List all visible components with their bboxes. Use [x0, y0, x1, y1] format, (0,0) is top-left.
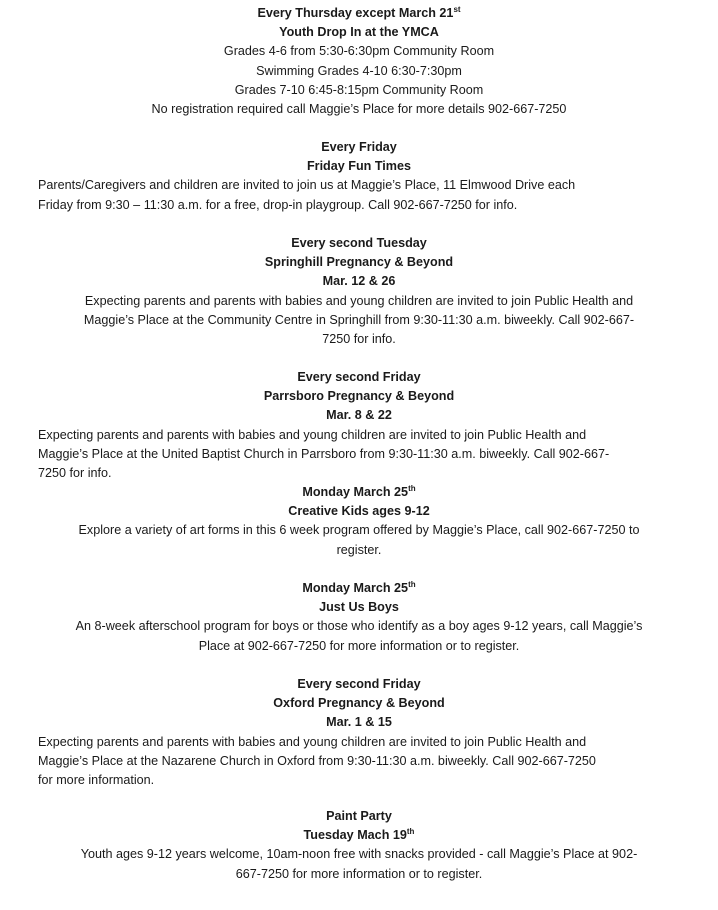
- event-heading: Every second Tuesday: [291, 236, 427, 250]
- event-detail-line: Place at 902-667-7250 for more information or to register.: [198, 638, 520, 653]
- event-detail-line: 7250 for info.: [38, 466, 112, 481]
- event-title: Friday Fun Times: [306, 159, 412, 174]
- event-dates: Mar. 12 & 26: [322, 274, 396, 289]
- event-springhill-pregnancy: [14, 234, 704, 349]
- event-detail-line: Youth ages 9-12 years welcome, 10am-noon free with snacks provided - call Maggie’s Place at 902-: [80, 847, 638, 862]
- event-heading: Every second Friday: [297, 677, 421, 691]
- event-heading: Monday March 25th: [302, 484, 416, 499]
- event-oxford-pregnancy: [14, 675, 704, 790]
- event-detail-line: Expecting parents and parents with babies and young children are invited to join Public Health and: [84, 293, 634, 308]
- event-just-us-boys: [14, 579, 704, 656]
- event-title: Tuesday Mach 19th: [303, 827, 415, 843]
- event-detail-line: Expecting parents and parents with babies and young children are invited to join Public Health and: [38, 734, 587, 749]
- event-paint-party: [14, 807, 704, 884]
- event-heading: Paint Party: [326, 809, 392, 823]
- event-detail-line: Maggie’s Place at the Community Centre in Springhill from 9:30-11:30 a.m. biweekly. Call 902-667-: [83, 312, 635, 327]
- event-parrsboro-pregnancy: [14, 368, 704, 483]
- event-detail-line: Grades 4-6 from 5:30-6:30pm Community Room: [223, 44, 495, 59]
- event-dates: Mar. 8 & 22: [326, 408, 392, 423]
- event-detail-line: 7250 for info.: [322, 332, 396, 347]
- event-detail-line: An 8-week afterschool program for boys or those who identify as a boy ages 9-12 years, call Maggie’s: [75, 619, 643, 634]
- event-title: Creative Kids ages 9-12: [288, 504, 430, 519]
- event-title: Youth Drop In at the YMCA: [279, 25, 439, 40]
- event-detail-line: for more information.: [38, 773, 155, 788]
- event-detail-line: Maggie’s Place at the United Baptist Church in Parrsboro from 9:30-11:30 a.m. biweekly. Call 902-667-: [38, 446, 610, 461]
- event-detail-line: Expecting parents and parents with babies and young children are invited to join Public Health and: [38, 427, 587, 442]
- event-heading: Monday March 25th: [302, 580, 416, 595]
- event-detail-line: Explore a variety of art forms in this 6 week program offered by Maggie’s Place, call 902-667-7250 to: [78, 523, 640, 538]
- event-heading: Every second Friday: [297, 370, 421, 384]
- event-heading: Every Thursday except March 21st: [257, 5, 461, 20]
- event-title: Just Us Boys: [319, 600, 399, 615]
- event-title: Parrsboro Pregnancy & Beyond: [263, 389, 455, 404]
- event-heading: Every Friday: [321, 140, 397, 154]
- event-detail-line: Maggie’s Place at the Nazarene Church in Oxford from 9:30-11:30 a.m. biweekly. Call 902-667-7250: [38, 753, 596, 768]
- event-dates: Mar. 1 & 15: [326, 715, 392, 730]
- event-detail-line: 667-7250 for more information or to register.: [235, 866, 483, 881]
- event-detail-line: Grades 7-10 6:45-8:15pm Community Room: [234, 82, 484, 97]
- event-detail-line: No registration required call Maggie’s Place for more details 902-667-7250: [151, 102, 567, 117]
- event-detail-line: Parents/Caregivers and children are invited to join us at Maggie’s Place, 11 Elmwood Drive each: [38, 178, 576, 193]
- event-detail-line: Swimming Grades 4-10 6:30-7:30pm: [256, 63, 462, 78]
- event-detail-line: register.: [336, 542, 382, 557]
- event-title: Springhill Pregnancy & Beyond: [264, 255, 454, 270]
- event-detail-line: Friday from 9:30 – 11:30 a.m. for a free, drop-in playgroup. Call 902-667-7250 for info.: [38, 197, 518, 212]
- event-friday-fun-times: [14, 138, 704, 215]
- event-title: Oxford Pregnancy & Beyond: [273, 696, 445, 711]
- event-creative-kids: [14, 483, 704, 560]
- event-youth-drop-in: [14, 4, 704, 119]
